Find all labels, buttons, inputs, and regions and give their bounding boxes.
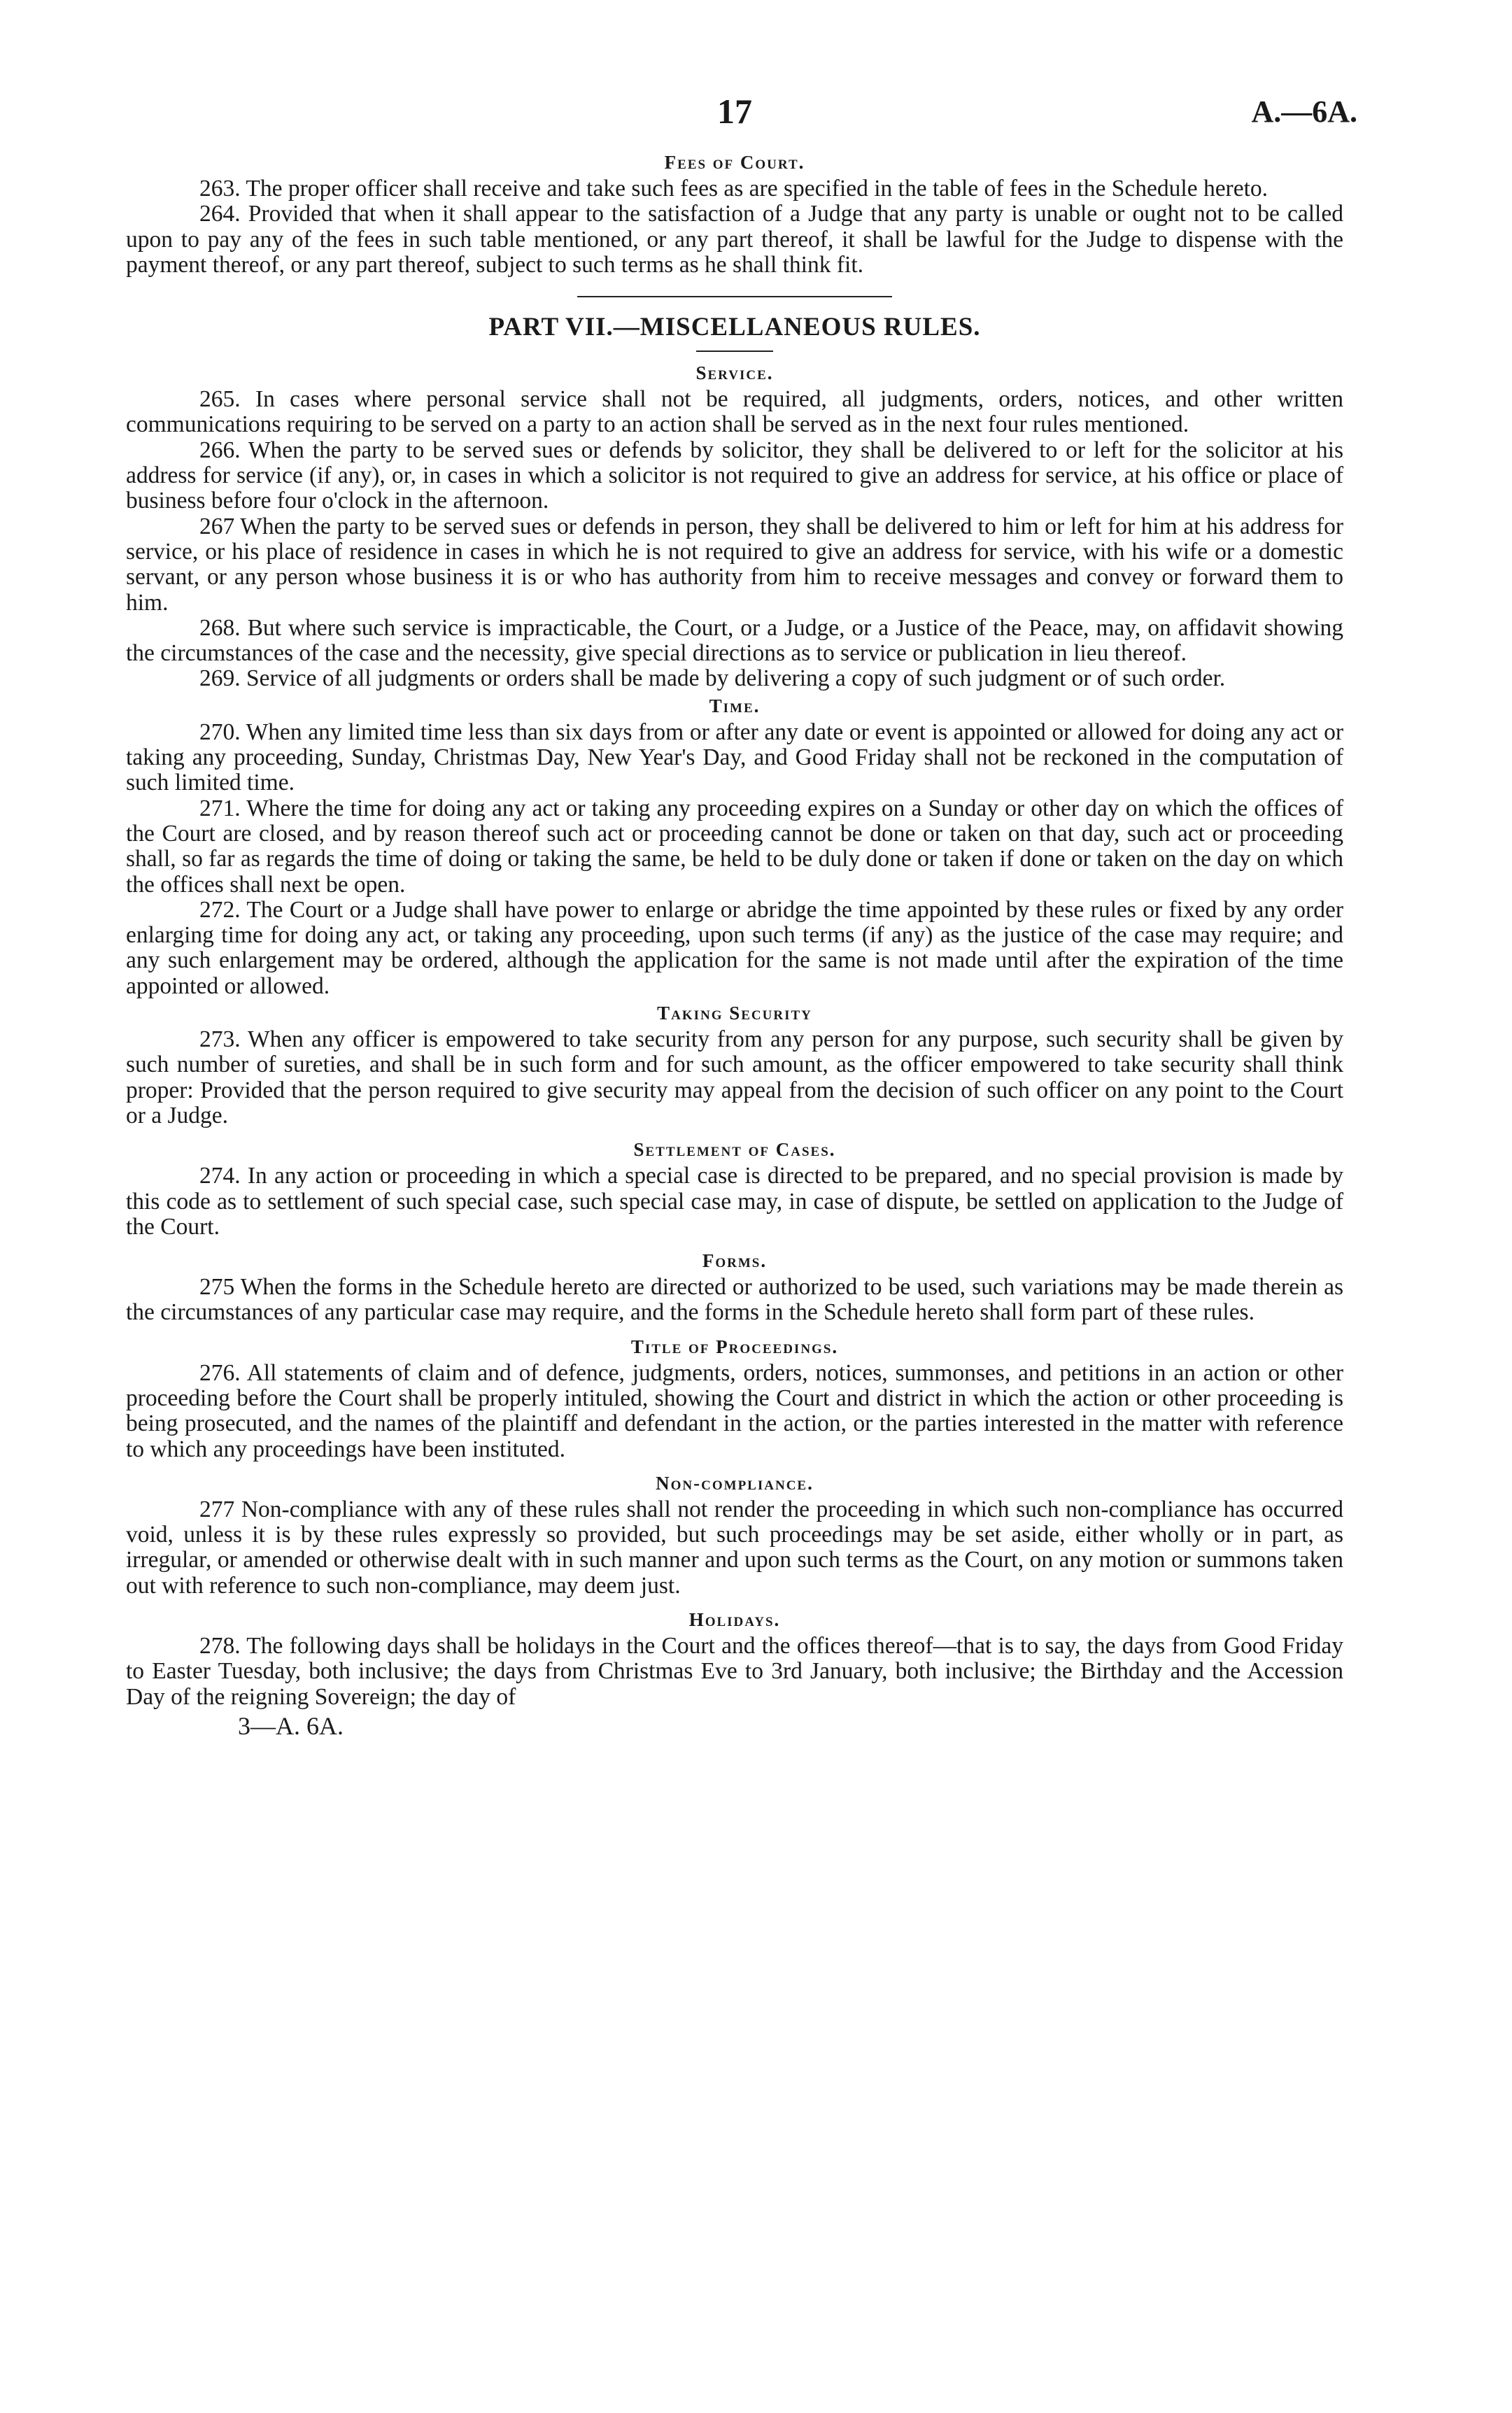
heading-holidays: Holidays.: [688, 1609, 781, 1631]
heading-fees-of-court: Fees of Court.: [664, 152, 805, 173]
paragraph-276: 276. All statements of claim and of defence, judgments, orders, notices, summonses, and petitions in an action or other proceeding before the Court shall be properly intituled, showing the Court and district in which the action or other proceeding is being prosecuted, and the names of the plaintiff and defendant in the action, or the parties interested in the matter with reference to which any proceedings have been instituted.: [126, 1359, 1343, 1462]
paragraph-272: 272. The Court or a Judge shall have power to enlarge or abridge the time appointed by these rules or fixed by any order enlarging time for doing any act, or taking any proceeding, upon such terms (if any) as the justice of the case may require; and any such enlargement may be ordered, although the application for the same is not made until after the expiration of the time appointed or allowed.: [126, 896, 1343, 999]
paragraph-275: 275 When the forms in the Schedule hereto are directed or authorized to be used, such variations may be made therein as the circumstances of any particular case may require, and the forms in the Schedule hereto shall form part of these rules.: [126, 1274, 1343, 1326]
paragraph-263: 263. The proper officer shall receive and take such fees as are specified in the table of fees in the Schedule hereto.: [199, 176, 1269, 201]
paragraph-273: 273. When any officer is empowered to take security from any person for any purpose, such security shall be given by such number of sureties, and shall be in such form and for such amount, as the officer empowered to take security shall think proper: Provided that the person required to give security may appeal from the decision of such officer on any point to the Court or a Judge.: [126, 1026, 1343, 1128]
paragraph-277: 277 Non-compliance with any of these rules shall not render the proceeding in which such non-compliance has occurred void, unless it is by these rules expressly so provided, but such proceedings may be set aside, either wholly or in part, as irregular, or amended or otherwise dealt with in such manner and upon such terms as the Court, on any motion or summons taken out with reference to such non-compliance, may deem just.: [126, 1496, 1343, 1599]
paragraph-274: 274. In any action or proceeding in which a special case is directed to be prepared, and no special provision is made by this code as to settlement of such special case, such special case may, in case of dispute, be settled on application to the Judge of the Court.: [126, 1163, 1343, 1240]
heading-non-compliance: Non-compliance.: [656, 1472, 814, 1494]
paragraph-264: 264. Provided that when it shall appear to the satisfaction of a Judge that any party is unable or ought not to be called upon to pay any of the fees in such table mentioned, or any part thereof, it shall be lawful for the Judge to dispense with the payment thereof, or any part thereof, subject to such terms as he shall think fit.: [126, 201, 1343, 278]
heading-title-of-proceedings: Title of Proceedings.: [630, 1336, 839, 1357]
document-code: A.—6A.: [1251, 94, 1357, 129]
paragraph-270: 270. When any limited time less than six days from or after any date or event is appointed or allowed for doing any act or taking any proceeding, Sunday, Christmas Day, New Year's Day, and Good Friday shall not be reckoned in the computation of such limited time.: [126, 719, 1343, 796]
heading-settlement-of-cases: Settlement of Cases.: [633, 1139, 836, 1161]
paragraph-269: 269. Service of all judgments or orders shall be made by delivering a copy of such judgment or of such order.: [199, 665, 1226, 692]
part-title: PART VII.—MISCELLANEOUS RULES.: [488, 313, 981, 342]
page-header: [126, 91, 1357, 133]
paragraph-268: 268. But where such service is impracticable, the Court, or a Judge, or a Justice of the Peace, may, on affidavit showing the circumstances of the case and the necessity, give special directions as to service or publication in lieu thereof.: [126, 614, 1343, 667]
paragraph-266: 266. When the party to be served sues or defends by solicitor, they shall be delivered to or left for the solicitor at his address for service (if any), or, in cases in which a solicitor is not required to give an address for service, at his office or place of business before four o'clock in the afternoon.: [126, 437, 1343, 514]
heading-taking-security: Taking Security: [657, 1003, 812, 1024]
heading-service: Service.: [695, 362, 774, 384]
paragraph-271: 271. Where the time for doing any act or taking any proceeding expires on a Sunday or other day on which the offices of the Court are closed, and by reason thereof such act or proceeding cannot be done or taken on that day, such act or proceeding shall, so far as regards the time of doing or taking the same, be held to be duly done or taken if done or taken on the day on which the offices shall next be open.: [126, 795, 1343, 898]
paragraph-265: 265. In cases where personal service shall not be required, all judgments, orders, notices, and other written communications requiring to be served on a party to an action shall be served as in the next four rules mentioned.: [126, 386, 1343, 438]
page-number: 17: [717, 92, 752, 131]
heading-forms: Forms.: [702, 1250, 768, 1272]
paragraph-267: 267 When the party to be served sues or defends in person, they shall be delivered to him or left for him at his address for service, or his place of residence in cases in which he is not required to give an address for service, with his wife or a domestic servant, or any person whose business it is or who has authority from him to receive messages and convey or forward them to him.: [126, 513, 1343, 616]
paragraph-278: 278. The following days shall be holidays in the Court and the offices thereof—that is to say, the days from Good Friday to Easter Tuesday, both inclusive; the days from Christmas Eve to 3rd January, both inclusive; the Birthday and the Accession Day of the reigning Sovereign; the day of: [126, 1633, 1343, 1710]
document-page: [126, 91, 1357, 1741]
heading-time: Time.: [709, 695, 761, 716]
signature-code: 3—A. 6A.: [238, 1711, 344, 1740]
